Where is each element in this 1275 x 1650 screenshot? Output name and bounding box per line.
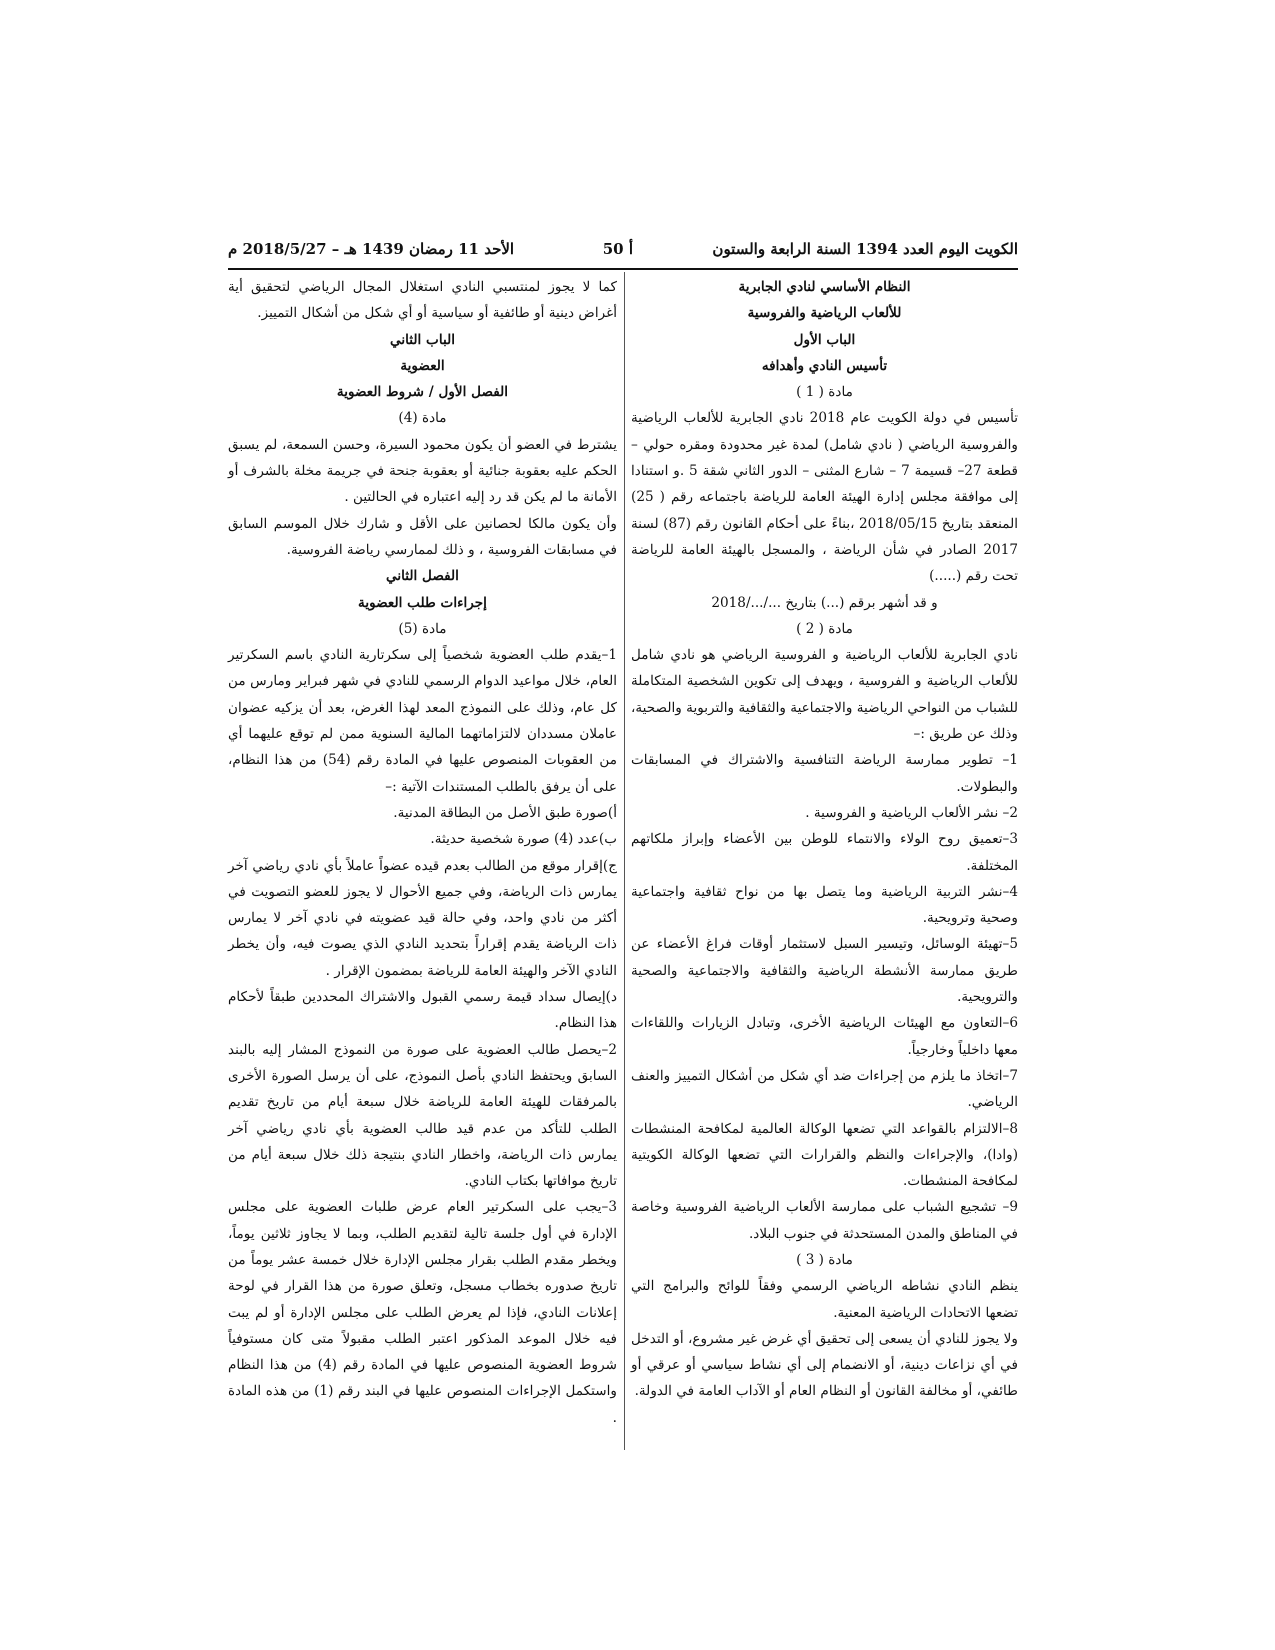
section-heading: إجراءات طلب العضوية	[358, 594, 487, 611]
section-heading: الباب الثاني	[390, 331, 455, 348]
section-heading: تأسيس النادي وأهدافه	[761, 357, 888, 374]
paragraph: كما لا يجوز لمنتسبي النادي استغلال المجال الرياضي لتحقيق أية أغراض دينية أو طائفية أو سياسية أو أي شكل من أشكال التمييز.	[228, 279, 617, 322]
paragraph: 1– تطوير ممارسة الرياضة التنافسية والاشتراك في المسابقات والبطولات.	[631, 752, 1018, 795]
paragraph: 9– تشجيع الشباب على ممارسة الألعاب الرياضية الفروسية وخاصة في المناطق والمدن المستحدثة في جنوب البلاد.	[631, 1199, 1018, 1242]
paragraph: نادي الجابرية للألعاب الرياضية و الفروسية الرياضي هو نادي شامل للألعاب الرياضية و الفروسية ، ويهدف إلى تكوين الشخصية المتكاملة للشباب من النواحي الرياضية والاجتماعية والثقافية والتربوية والصحية، وذلك عن طريق :–	[631, 647, 1018, 743]
paragraph: تأسيس في دولة الكويت عام 2018 نادي الجابرية للألعاب الرياضية والفروسية الرياضي ( نادي شامل) لمدة غير محدودة ومقره حولي – قطعة 27– قسيمة 7 – شارع المثنى – الدور الثاني شقة 5 .و استنادا إلى موافقة مجلس إدارة الهيئة العامة للرياضة باجتماعه رقم ( 25) المنعقد بتاريخ 2018/05/15 ،بناءً على أحكام القانون رقم (87) لسنة 2017 الصادر في شأن الرياضة ، والمسجل بالهيئة العامة للرياضة تحت رقم (.....)	[631, 410, 1019, 585]
paragraph: ب)عدد (4) صورة شخصية حديثة.	[430, 831, 617, 848]
paragraph: أ)صورة طبق الأصل من البطاقة المدنية.	[393, 804, 617, 821]
section-heading: الفصل الأول / شروط العضوية	[336, 384, 509, 401]
section-heading: مادة ( 3 )	[796, 1251, 853, 1268]
section-heading: مادة ( 1 )	[796, 384, 853, 401]
paragraph: 8–الالتزام بالقواعد التي تضعها الوكالة العالمية لمكافحة المنشطات (وادا)، والإجراءات والنظم والقرارات التي تضعها الوكالة الكويتية لمكافحة المنشطات.	[631, 1120, 1018, 1190]
issue-date: الأحد 11 رمضان 1439 هـ – 2018/5/27 م	[228, 240, 515, 258]
section-heading: العضوية	[400, 357, 445, 374]
paragraph: 3–يجب على السكرتير العام عرض طلبات العضوية على مجلس الإدارة في أول جلسة تالية لتقديم الطلب، وبما لا يجاوز ثلاثين يوماً، ويخطر مقدم الطلب بقرار مجلس الإدارة خلال خمسة عشر يوماً من تاريخ صدوره بخطاب مسجل، وتعلق صورة من هذا القرار في لوحة إعلانات النادي، فإذا لم يعرض الطلب على مجلس الإدارة أو لم يبت فيه خلال الموعد المذكور اعتبر الطلب مقبولاً متى كان مستوفياً شروط العضوية المنصوص عليها في المادة رقم (4) من هذا النظام واستكمل الإجراءات المنصوص عليها في البند رقم (1) من هذه المادة .	[228, 1199, 618, 1426]
column-divider	[624, 272, 625, 1450]
page-header	[228, 238, 1018, 268]
section-heading: الفصل الثاني	[386, 568, 459, 585]
section-heading: و قد أشهر برقم (...) بتاريخ .../.../2018	[711, 594, 938, 611]
page-number: أ 50	[602, 240, 633, 258]
header-rule	[228, 268, 1018, 270]
paragraph: ج)إقرار موقع من الطالب بعدم قيده عضواً عاملاً بأي نادي رياضي آخر يمارس ذات الرياضة، وفي جميع الأحوال لا يجوز للعضو التصويت في أكثر من نادي واحد، وفي حالة قيد عضويته في نادي آخر لا يمارس ذات الرياضة يقدم إقراراً بتحديد النادي الذي يصوت فيه، وأن يخطر النادي الآخر والهيئة العامة للرياضة بمضمون الإقرار .	[228, 857, 617, 979]
paragraph: 4–نشر التربية الرياضية وما يتصل بها من نواح ثقافية واجتماعية وصحية وترويحية.	[631, 883, 1018, 927]
paragraph: 6–التعاون مع الهيئات الرياضية الأخرى، وتبادل الزيارات واللقاءات معها داخلياً وخارجياً.	[631, 1015, 1018, 1058]
section-heading: النظام الأساسي لنادي الجابرية	[738, 279, 911, 295]
paragraph: 5–تهيئة الوسائل، وتيسير السبل لاستثمار أوقات فراغ الأعضاء عن طريق ممارسة الأنشطة الرياضية والثقافية والاجتماعية والصحية والترويحية.	[631, 936, 1018, 1006]
paragraph: 3–تعميق روح الولاء والانتماء للوطن بين الأعضاء وإبراز ملكاتهم المختلفة.	[631, 831, 1018, 874]
paragraph: يشترط في العضو أن يكون محمود السيرة، وحسن السمعة، لم يسبق الحكم عليه بعقوبة جنائية أو بعقوبة جنحة في جريمة مخلة بالشرف أو الأمانة ما لم يكن قد رد إليه اعتباره في الحالتين .	[228, 436, 617, 506]
section-heading: الباب الأول	[793, 331, 856, 348]
left-column	[228, 274, 617, 1431]
paragraph: د)إيصال سداد قيمة رسمي القبول والاشتراك المحددين طبقاً لأحكام هذا النظام.	[228, 989, 617, 1032]
paragraph: 2– نشر الألعاب الرياضية و الفروسية .	[805, 804, 1018, 821]
right-column	[631, 274, 1018, 1405]
paragraph: 1–يقدم طلب العضوية شخصياً إلى سكرتارية النادي باسم السكرتير العام، خلال مواعيد الدوام الرسمي للنادي في شهر فبراير ومارس من كل عام، وذلك على النموذج المعد لهذا الغرض، بعد أن يزكيه عضوان عاملان مسددان لالتزاماتهما المالية السنوية ممن لم توقع عليهما أي من العقوبات المنصوص عليها في المادة رقم (54) من هذا النظام، على أن يرفق بالطلب المستندات الآتية :–	[228, 647, 617, 795]
section-heading: مادة (4)	[398, 410, 447, 427]
paragraph: ينظم النادي نشاطه الرياضي الرسمي وفقاً للوائح والبرامج التي تضعها الاتحادات الرياضية المعنية.	[631, 1278, 1018, 1321]
paragraph: 7–اتخاذ ما يلزم من إجراءات ضد أي شكل من أشكال التمييز والعنف الرياضي.	[631, 1067, 1018, 1111]
paragraph: ولا يجوز للنادي أن يسعى إلى تحقيق أي غرض غير مشروع، أو التدخل في أي نزاعات دينية، أو الانضمام إلى أي نشاط سياسي أو عرقي أو طائفي، أو مخالفة القانون أو النظام العام أو الآداب العامة في الدولة.	[631, 1330, 1018, 1400]
paragraph: وأن يكون مالكا لحصانين على الأقل و شارك خلال الموسم السابق في مسابقات الفروسية ، و ذلك لممارسي رياضة الفروسية.	[228, 515, 617, 558]
paragraph: 2–يحصل طالب العضوية على صورة من النموذج المشار إليه بالبند السابق ويحتفظ النادي بأصل النموذج، على أن يرسل الصورة الأخرى بالمرفقات للهيئة العامة للرياضة خلال سبعة أيام من تاريخ تقديم الطلب للتأكد من عدم قيد طالب العضوية بأي نادي رياضي آخر يمارس ذات الرياضة، واخطار النادي بنتيجة ذلك خلال سبعة أيام من تاريخ موافاتها بكتاب النادي.	[228, 1041, 617, 1190]
section-heading: مادة (5)	[398, 620, 447, 637]
section-heading: للألعاب الرياضية والفروسية	[747, 305, 902, 322]
section-heading: مادة ( 2 )	[796, 620, 853, 637]
gazette-issue-info: الكويت اليوم العدد 1394 السنة الرابعة والستون	[712, 240, 1018, 258]
